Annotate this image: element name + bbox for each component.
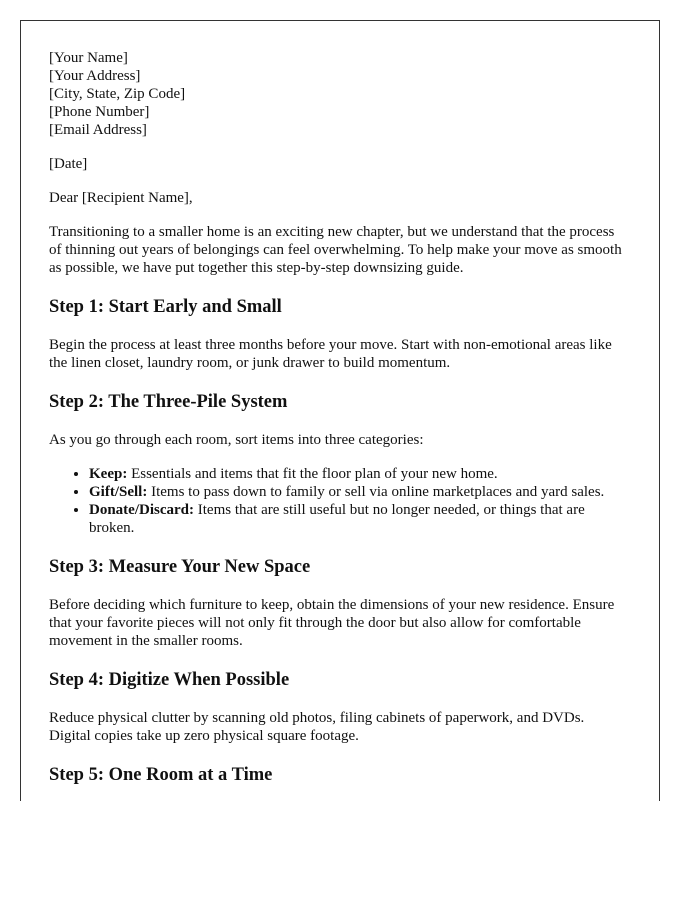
step-5-heading: Step 5: One Room at a Time — [49, 765, 273, 785]
list-item-keep — [89, 465, 629, 483]
step-4-heading: Step 4: Digitize When Possible — [49, 670, 290, 690]
list-item-gift-sell — [89, 483, 629, 501]
sender-name: [Your Name] — [49, 50, 128, 66]
list-text: Items that are still useful but no longer needed, or things that are broken. — [89, 502, 585, 536]
letter-date: [Date] — [49, 156, 88, 172]
step-3-body: Before deciding which furniture to keep, obtain the dimensions of your new residence. Ensure that your favorite pieces will not only fit through the door but also allow for comfortable movement in the smaller rooms. — [49, 597, 615, 649]
sender-address: [Your Address] — [49, 68, 141, 84]
letter-page — [20, 20, 660, 801]
step-2-heading: Step 2: The Three-Pile System — [49, 392, 288, 412]
sender-email: [Email Address] — [49, 122, 147, 138]
sender-city-state-zip: [City, State, Zip Code] — [49, 86, 186, 102]
sender-address-block — [49, 49, 629, 139]
step-1-body: Begin the process at least three months before your move. Start with non-emotional areas like the linen closet, laundry room, or junk drawer to build momentum. — [49, 337, 612, 371]
letter-content — [49, 49, 629, 801]
three-pile-list — [49, 465, 629, 537]
salutation: Dear [Recipient Name], — [49, 190, 193, 206]
step-4-body: Reduce physical clutter by scanning old photos, filing cabinets of paperwork, and DVDs. Digital copies take up zero physical square footage. — [49, 710, 585, 744]
list-term: Keep: — [89, 466, 128, 482]
intro-paragraph: Transitioning to a smaller home is an exciting new chapter, but we understand that the process of thinning out years of belongings can feel overwhelming. To help make your move as smooth as possible, we have put together this step-by-step downsizing guide. — [49, 224, 622, 276]
list-term: Donate/Discard: — [89, 502, 194, 518]
step-2-body: As you go through each room, sort items into three categories: — [49, 432, 424, 448]
list-text: Essentials and items that fit the floor plan of your new home. — [127, 466, 498, 482]
list-term: Gift/Sell: — [89, 484, 148, 500]
list-item-donate-discard — [89, 501, 629, 537]
sender-phone: [Phone Number] — [49, 104, 150, 120]
list-text: Items to pass down to family or sell via online marketplaces and yard sales. — [147, 484, 605, 500]
step-1-heading: Step 1: Start Early and Small — [49, 297, 282, 317]
step-3-heading: Step 3: Measure Your New Space — [49, 557, 311, 577]
